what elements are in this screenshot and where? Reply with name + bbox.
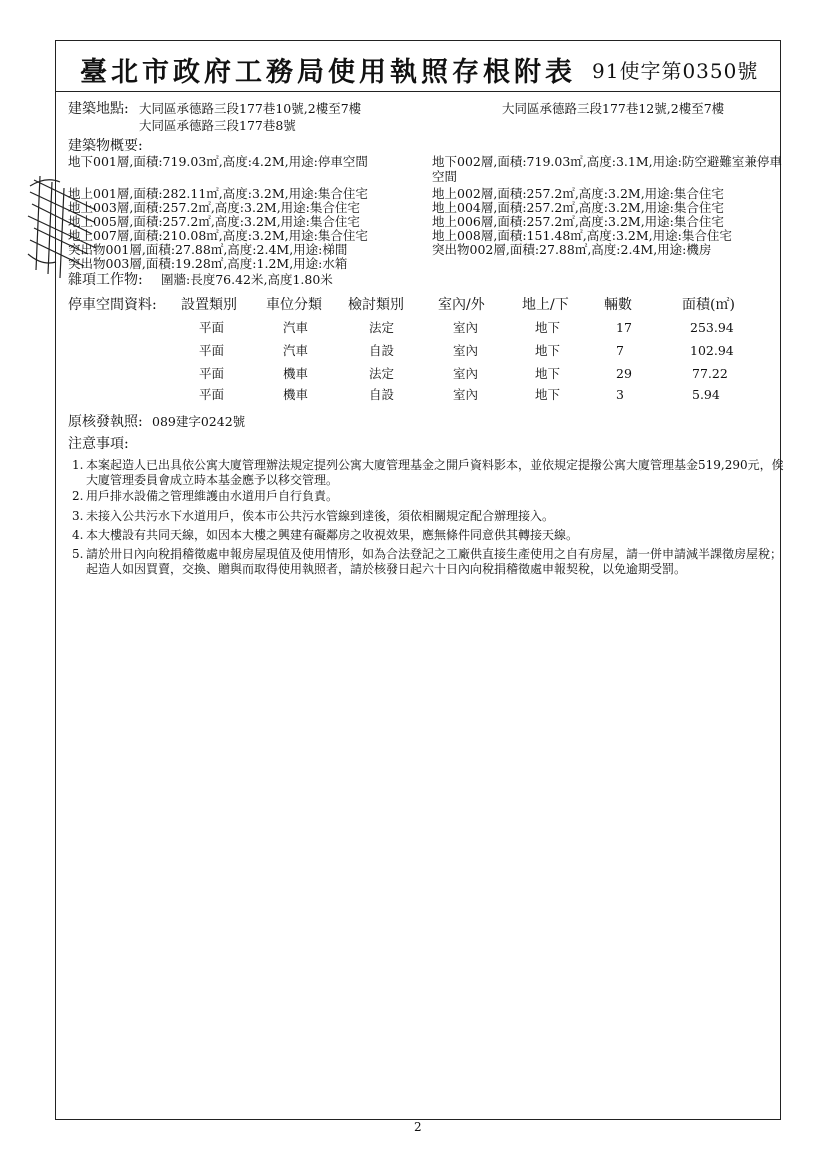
parking-cell: 汽車 <box>283 320 309 335</box>
location-right: 大同區承德路三段177巷12號,2樓至7樓 <box>502 101 725 116</box>
page-number: 2 <box>414 1120 422 1134</box>
notes-label: 注意事項: <box>68 436 129 452</box>
parking-cell: 平面 <box>199 387 225 402</box>
note-number: 5. <box>72 547 84 561</box>
parking-header-cell: 檢討類別 <box>348 297 404 313</box>
location-line-2: 大同區承德路三段177巷8號 <box>139 118 296 133</box>
note-number: 1. <box>72 458 84 472</box>
parking-cell: 地下 <box>535 343 561 358</box>
misc-label: 雜項工作物: <box>68 272 143 288</box>
parking-cell: 自設 <box>369 387 395 402</box>
note-text: 未接入公共污水下水道用戶，俟本市公共污水管線到達後，須依相關規定配合辦理接入。 <box>86 509 555 523</box>
parking-cell: 室內 <box>453 366 479 381</box>
parking-cell: 平面 <box>199 366 225 381</box>
floor-row-left: 地上003層,面積:257.2㎡,高度:3.2M,用途:集合住宅 <box>68 200 360 215</box>
note-text: 本大樓設有共同天線，如因本大樓之興建有礙鄰房之收視效果，應無條件同意供其轉接天線。 <box>86 528 579 542</box>
parking-header-cell: 室內/外 <box>438 297 485 313</box>
note-item <box>72 489 792 504</box>
note-number: 4. <box>72 528 84 542</box>
note-item <box>72 509 792 524</box>
parking-header-cell: 面積(㎡) <box>682 297 735 313</box>
parking-cell: 地下 <box>535 320 561 335</box>
title-divider <box>55 91 781 92</box>
parking-cell: 29 <box>616 366 632 381</box>
floor-row-right: 地上004層,面積:257.2㎡,高度:3.2M,用途:集合住宅 <box>432 200 724 215</box>
floor-row-right: 突出物002層,面積:27.88㎡,高度:2.4M,用途:機房 <box>432 242 712 257</box>
parking-header-cell: 設置類別 <box>181 297 237 313</box>
document-title: 臺北市政府工務局使用執照存根附表 <box>80 57 576 88</box>
parking-cell: 法定 <box>369 366 395 381</box>
parking-header-cell: 地上/下 <box>522 297 569 313</box>
parking-cell: 汽車 <box>283 343 309 358</box>
parking-cell: 機車 <box>283 366 309 381</box>
parking-cell: 機車 <box>283 387 309 402</box>
note-text: 用戶排水設備之管理維護由水道用戶自行負責。 <box>86 489 339 503</box>
floor-row-left: 突出物001層,面積:27.88㎡,高度:2.4M,用途:梯間 <box>68 242 348 257</box>
parking-cell: 平面 <box>199 320 225 335</box>
note-text: 本案起造人已出具依公寓大廈管理辦法規定提列公寓大廈管理基金之開戶資料影本，並依規定提撥公寓大廈管理基金519,290元，俟大廈管理委員會成立時本基金應予以移交管理。 <box>86 458 784 487</box>
note-item <box>72 547 792 576</box>
note-item <box>72 458 792 487</box>
floor-row-left: 地上001層,面積:282.11㎡,高度:3.2M,用途:集合住宅 <box>68 186 368 201</box>
floor-row-right: 地上006層,面積:257.2㎡,高度:3.2M,用途:集合住宅 <box>432 214 724 229</box>
parking-cell: 室內 <box>453 343 479 358</box>
floor-row-right: 地上008層,面積:151.48㎡,高度:3.2M,用途:集合住宅 <box>432 228 732 243</box>
misc-value: 圍牆:長度76.42米,高度1.80米 <box>161 272 333 287</box>
note-number: 3. <box>72 509 84 523</box>
parking-cell: 102.94 <box>690 343 734 358</box>
location-line-1: 大同區承德路三段177巷10號,2樓至7樓 <box>139 101 362 116</box>
basement-001: 地下001層,面積:719.03㎡,高度:4.2M,用途:停車空間 <box>68 154 368 169</box>
parking-header-cell: 輛數 <box>604 297 632 313</box>
original-license-label: 原核發執照: <box>68 414 143 430</box>
original-license-value: 089建字0242號 <box>152 414 246 429</box>
parking-cell: 253.94 <box>690 320 734 335</box>
parking-cell: 平面 <box>199 343 225 358</box>
note-text: 請於卅日內向稅捐稽徵處申報房屋現值及使用情形，如為合法登記之工廠供直接生產使用之自有房屋，請一併申請減半課徵房屋稅；起造人如因買賣，交換、贈與而取得使用執照者，請於核發日起六十日內向稅捐稽徵處申報契稅，以免逾期受罰。 <box>86 547 783 576</box>
overview-label: 建築物概要: <box>68 138 143 154</box>
parking-cell: 室內 <box>453 320 479 335</box>
floor-row-left: 地上007層,面積:210.08㎡,高度:3.2M,用途:集合住宅 <box>68 228 368 243</box>
parking-header-cell: 車位分類 <box>266 297 322 313</box>
parking-label: 停車空間資料: <box>68 297 157 313</box>
note-item <box>72 528 792 543</box>
parking-cell: 地下 <box>535 366 561 381</box>
floor-row-left: 地上005層,面積:257.2㎡,高度:3.2M,用途:集合住宅 <box>68 214 360 229</box>
parking-cell: 17 <box>616 320 632 335</box>
parking-cell: 7 <box>616 343 624 358</box>
parking-cell: 77.22 <box>692 366 728 381</box>
note-number: 2. <box>72 489 84 503</box>
basement-002-line-1: 地下002層,面積:719.03㎡,高度:3.1M,用途:防空避難室兼停車 <box>432 154 782 169</box>
document-number: 91使字第0350號 <box>592 59 759 83</box>
location-label: 建築地點: <box>68 101 129 117</box>
parking-cell: 地下 <box>535 387 561 402</box>
parking-cell: 室內 <box>453 387 479 402</box>
parking-cell: 法定 <box>369 320 395 335</box>
basement-002-line-2: 空間 <box>432 169 458 184</box>
parking-cell: 3 <box>616 387 624 402</box>
parking-cell: 5.94 <box>692 387 720 402</box>
floor-row-left: 突出物003層,面積:19.28㎡,高度:1.2M,用途:水箱 <box>68 256 348 271</box>
floor-row-right: 地上002層,面積:257.2㎡,高度:3.2M,用途:集合住宅 <box>432 186 724 201</box>
parking-cell: 自設 <box>369 343 395 358</box>
